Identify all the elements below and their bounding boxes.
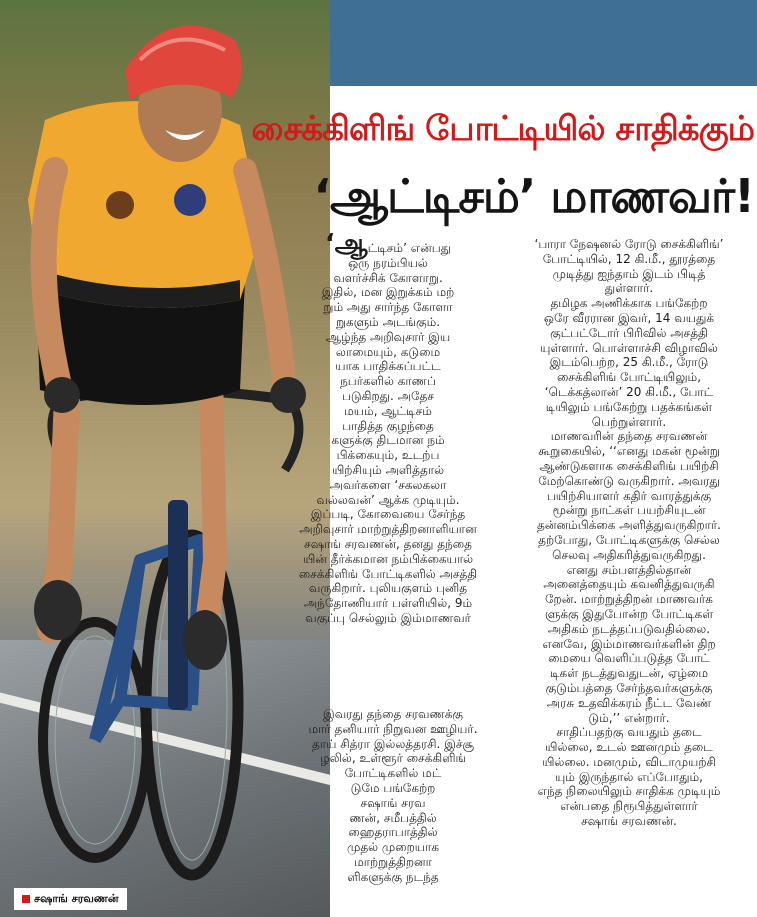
article-column-2 [503,237,755,829]
article-column-1-continued [286,707,500,885]
article-text-col1: ட்டிசம்’ என்பது ஒரு நரம்பியல் வளர்ச்சிக் கோளாறு. இதில், மன இறுக்கம் மற் றும் அது சார்ந்த கோளா றுகளும் அடங்கும். ஆழ்ந்த அறிவுசார் இய லாமையும், கடுமை யாக பாதிக்கப்பட்ட நபர்களில் காணப் படுகிறது. அதேச மயம், ஆட்டிசம் பாதித்த குழந்தை களுக்கு திடமான நம் பிக்கையும், உடற்ப யிற்சியும் அளித்தால் அவர்களை ‘சகலகலா வல்லவன்’ ஆக்க முடியும். இப்படி, கோவையை சேர்ந்த அறிவுசார் மாற்றுத்திறனாளியான சஷாங் சரவணன், தனது தந்தை யின் தீர்க்கமான நம்பிக்கையால் சைக்கிளிங் போட்டிகளில் அசத்தி வருகிறார். புலியகுளம் புனித அந்தோணியார் பள்ளியில், 9ம் வகுப்பு செல்லும் இம்மாணவர் [298,241,478,625]
article-text-col2: ‘பாரா நேஷனல் ரோடு சைக்கிளிங்’ போட்டியில், 12 கி.மீ., தூரத்தை முடித்து ஐந்தாம் இடம் பிடித் துள்ளார். தமிழக அணிக்காக பங்கேற்ற ஒரே வீரரான இவர், 14 வயதுக் குட்பட்டோர் பிரிவில் அசத்தி யுள்ளார். பொள்ளாச்சி விழாவில் இடம்பெற்ற, 25 கி.மீ., ரோடு சைக்கிளிங் போட்டியிலும், ‘டெக்கத்லான்’ 20 கி.மீ., போட் டியிலும் பங்கேற்று பதக்கங்கள் பெற்றுள்ளார். மாணவரின் தந்தை சரவணன் கூறுகையில், ‘‘எனது மகன் மூன்று ஆண்டுகளாக சைக்கிளிங் பயிற்சி மேற்கொண்டு வருகிறார். அவரது பயிற்சியாளர் கதிர் வாரத்துக்கு மூன்று நாட்கள் பயற்சியுடன் தன்னம்பிக்கை அளித்துவருகிறார். தற்போது, போட்டிகளுக்கு செல்ல செலவு அதிகரித்துவருகிறது. எனது சம்பளத்தில்தான் அனைத்தையும் கவனித்துவருகி றேன். மாற்றுத்திறன் மாணவர்க ளுக்கு இதுபோன்ற போட்டிகள் அதிகம் நடத்தப்படுவதில்லை. எனவே, இம்மாணவர்களின் திற மையை வெளிப்படுத்த போட் டிகள் நடத்துவதுடன், ஏழ்மை குடும்பத்தை சேர்ந்தவர்களுக்கு அரசு உதவிக்கரம் நீட்ட வேண் டும்,’’ என்றார். சாதிப்பதற்கு வயதும் தடை யில்லை, உடல் ஊனமும் தடை யில்லை. மனமும், விடாமுயற்சி யும் இருந்தால் எப்போதும், எந்த நிலையிலும் சாதிக்க முடியும் என்பதை நிரூபித்துள்ளார் சஷாங் சரவணன். [534,237,724,829]
headline-line-2: ‘ஆட்டிசம்’ மாணவர்! [313,169,754,223]
article-column-1 [278,229,498,626]
photo-credit [14,888,127,910]
credit-marker-icon [22,895,30,903]
photo-credit-text: சஷாங் சரவணன் [34,892,119,905]
drop-cap: ‘ஆ [324,229,368,259]
article-text-col1b: இவரது தந்தை சரவணக்கு மார் தனியார் நிறுவன ஊழியர். தாய் சித்ரா இல்லத்தரசி. இச்சூ ழலில், உள்ளூர் சைக்கிளிங் போட்டிகளில் மட் டுமே பங்கேற்ற சஷாங் சரவ ணன், சமீபத்தில் ஹைதராபாத்தில் முதல் முறையாக மாற்றுத்திறனா ளிகளுக்கு நடந்த [308,707,478,884]
headline-line-1: சைக்கிளிங் போட்டியில் சாதிக்கும் [251,109,754,149]
